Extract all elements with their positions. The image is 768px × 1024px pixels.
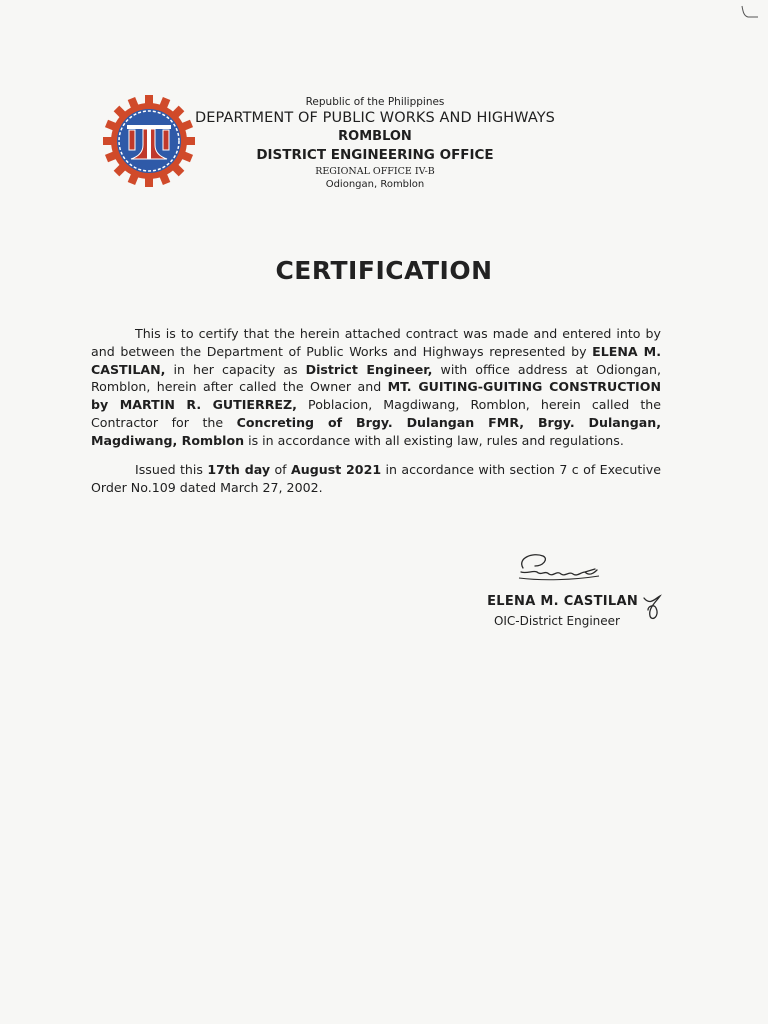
dpwh-seal-icon xyxy=(103,95,195,187)
p1-text-5: is in accordance with all existing law, rules and regulations. xyxy=(244,432,624,448)
issue-month: August 2021 xyxy=(291,462,382,477)
p1-text-1: This is to certify that the herein attached contract was made and entered into by and between the Department of Public Works and Highways represented by xyxy=(91,326,661,359)
contractor-name: MT. GUITING-GUITING CONSTRUCTION by MARTIN R. GUTIERREZ, xyxy=(91,379,661,413)
document-title: CERTIFICATION xyxy=(275,256,493,285)
issuance-paragraph xyxy=(91,461,661,497)
republic-line: Republic of the Philippines xyxy=(305,96,445,108)
representative-role: District Engineer, xyxy=(305,361,433,377)
signatory-name: ELENA M. CASTILAN xyxy=(487,594,638,609)
p2-text-3: in accordance with section 7 c of Executive Order No.109 dated March 27, 2002. xyxy=(91,462,661,495)
issue-day: 17th day xyxy=(207,462,271,477)
handwritten-signature-icon xyxy=(513,550,603,588)
certification-paragraph xyxy=(91,325,661,450)
p1-text-4: Poblacion, Magdiwang, Romblon, herein called the Contractor for the xyxy=(91,397,661,430)
representative-name: ELENA M. CASTILAN, xyxy=(91,343,661,377)
p1-text-2: in her capacity as xyxy=(165,361,306,377)
handwritten-initials-icon xyxy=(640,592,664,622)
project-name: Concreting of Brgy. Dulangan FMR, Brgy. Dulangan, Magdiwang, Romblon xyxy=(91,414,661,448)
letterhead xyxy=(195,95,555,191)
department-name: DEPARTMENT OF PUBLIC WORKS AND HIGHWAYS xyxy=(195,110,555,126)
office-name: DISTRICT ENGINEERING OFFICE xyxy=(256,147,494,163)
corner-pen-mark xyxy=(738,4,762,20)
office-address: Odiongan, Romblon xyxy=(325,179,425,190)
p2-text-2: of xyxy=(270,462,292,477)
p1-text-3: with office address at Odiongan, Romblon, herein after called the Owner and xyxy=(91,361,661,395)
regional-office: REGIONAL OFFICE IV-B xyxy=(315,166,435,177)
district-name: ROMBLON xyxy=(338,129,412,144)
p2-text-1: Issued this xyxy=(135,462,208,477)
signatory-title: OIC-District Engineer xyxy=(493,614,620,628)
